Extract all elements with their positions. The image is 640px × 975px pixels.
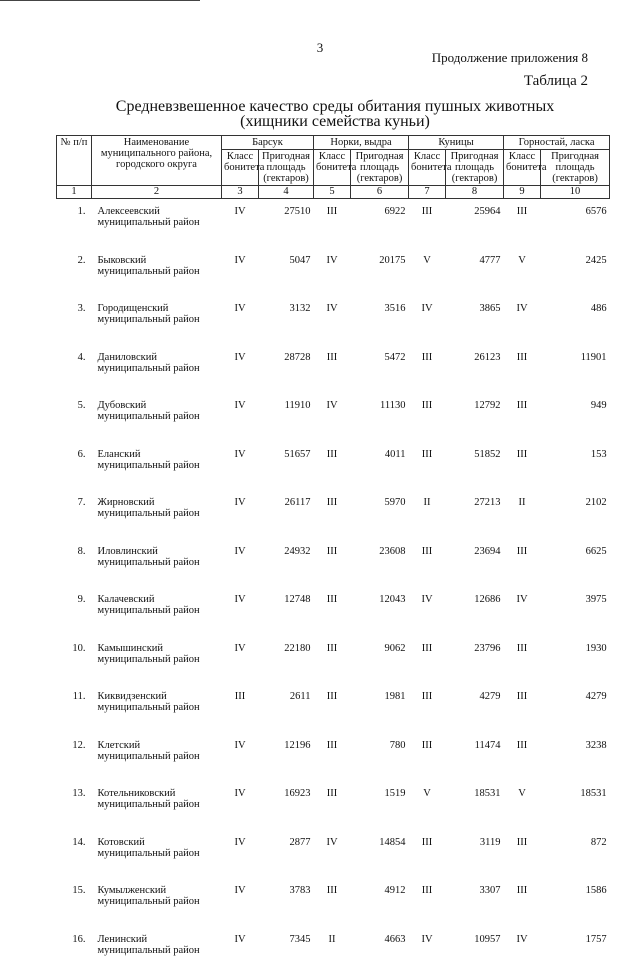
- stoat-weasel-area: 1757: [541, 927, 610, 975]
- marten-area: 3865: [446, 296, 504, 345]
- column-number: 9: [504, 186, 541, 199]
- stoat-weasel-area: 2425: [541, 248, 610, 297]
- badger-class: IV: [222, 199, 259, 248]
- table-row: [57, 199, 610, 248]
- row-number: 2.: [57, 248, 92, 297]
- marten-class: III: [409, 733, 446, 782]
- stoat-weasel-class: III: [504, 684, 541, 733]
- district-name: Быковский муниципальный район: [92, 248, 222, 297]
- badger-class: IV: [222, 781, 259, 830]
- table-row: [57, 733, 610, 782]
- district-name: Калачевский муниципальный район: [92, 587, 222, 636]
- mink-otter-area: 4663: [351, 927, 409, 975]
- stoat-weasel-area: 1586: [541, 878, 610, 927]
- badger-area: 3783: [259, 878, 314, 927]
- stoat-weasel-class: III: [504, 733, 541, 782]
- row-number: 9.: [57, 587, 92, 636]
- badger-area: 22180: [259, 636, 314, 685]
- badger-area: 2877: [259, 830, 314, 879]
- badger-area: 51657: [259, 442, 314, 491]
- table-row: [57, 927, 610, 975]
- row-number: 16.: [57, 927, 92, 975]
- mink-otter-area: 20175: [351, 248, 409, 297]
- mink-otter-area: 3516: [351, 296, 409, 345]
- district-name: Алексеевский муниципальный район: [92, 199, 222, 248]
- header-class: Класс бонитета: [409, 150, 446, 186]
- header-group-mink-otter: Норки, выдра: [314, 136, 409, 150]
- mink-otter-area: 11130: [351, 393, 409, 442]
- district-name: Городищенский муниципальный район: [92, 296, 222, 345]
- table-row: [57, 490, 610, 539]
- row-number: 13.: [57, 781, 92, 830]
- mink-otter-class: III: [314, 684, 351, 733]
- marten-class: IV: [409, 296, 446, 345]
- page-title: [40, 99, 630, 129]
- stoat-weasel-area: 949: [541, 393, 610, 442]
- header-class: Класс бонитета: [222, 150, 259, 186]
- marten-area: 18531: [446, 781, 504, 830]
- marten-area: 10957: [446, 927, 504, 975]
- badger-area: 5047: [259, 248, 314, 297]
- row-number: 5.: [57, 393, 92, 442]
- badger-class: IV: [222, 345, 259, 394]
- row-number: 4.: [57, 345, 92, 394]
- stoat-weasel-class: V: [504, 248, 541, 297]
- marten-area: 23796: [446, 636, 504, 685]
- row-number: 8.: [57, 539, 92, 588]
- stoat-weasel-class: II: [504, 490, 541, 539]
- stoat-weasel-class: III: [504, 539, 541, 588]
- stoat-weasel-area: 11901: [541, 345, 610, 394]
- stoat-weasel-class: IV: [504, 587, 541, 636]
- table-row: [57, 345, 610, 394]
- marten-class: III: [409, 830, 446, 879]
- header-class: Класс бонитета: [314, 150, 351, 186]
- top-rule: [0, 0, 200, 1]
- marten-class: III: [409, 684, 446, 733]
- stoat-weasel-class: IV: [504, 296, 541, 345]
- marten-area: 4279: [446, 684, 504, 733]
- table-row: [57, 684, 610, 733]
- badger-area: 7345: [259, 927, 314, 975]
- mink-otter-area: 9062: [351, 636, 409, 685]
- mink-otter-area: 6922: [351, 199, 409, 248]
- district-name: Жирновский муниципальный район: [92, 490, 222, 539]
- column-number: 8: [446, 186, 504, 199]
- stoat-weasel-area: 3975: [541, 587, 610, 636]
- table-row: [57, 393, 610, 442]
- table-label: Таблица 2: [524, 73, 588, 90]
- table-row: [57, 587, 610, 636]
- mink-otter-area: 12043: [351, 587, 409, 636]
- marten-class: IV: [409, 927, 446, 975]
- badger-class: IV: [222, 248, 259, 297]
- mink-otter-class: III: [314, 636, 351, 685]
- marten-area: 4777: [446, 248, 504, 297]
- marten-area: 51852: [446, 442, 504, 491]
- district-name: Клетский муниципальный район: [92, 733, 222, 782]
- table-row: [57, 830, 610, 879]
- column-number: 6: [351, 186, 409, 199]
- district-name: Даниловский муниципальный район: [92, 345, 222, 394]
- title-line-2: (хищники семейства куньи): [40, 114, 630, 129]
- row-number: 7.: [57, 490, 92, 539]
- district-name: Камышинский муниципальный район: [92, 636, 222, 685]
- stoat-weasel-area: 6576: [541, 199, 610, 248]
- badger-class: IV: [222, 296, 259, 345]
- marten-class: III: [409, 442, 446, 491]
- badger-area: 24932: [259, 539, 314, 588]
- marten-class: V: [409, 248, 446, 297]
- row-number: 15.: [57, 878, 92, 927]
- stoat-weasel-area: 486: [541, 296, 610, 345]
- header-group-stoat-weasel: Горностай, ласка: [504, 136, 610, 150]
- mink-otter-class: III: [314, 442, 351, 491]
- marten-class: III: [409, 878, 446, 927]
- table-body: [57, 199, 610, 975]
- header-num: № п/п: [57, 136, 92, 186]
- district-name: Котельниковский муниципальный район: [92, 781, 222, 830]
- marten-area: 25964: [446, 199, 504, 248]
- stoat-weasel-class: III: [504, 393, 541, 442]
- mink-otter-area: 1519: [351, 781, 409, 830]
- mink-otter-class: III: [314, 490, 351, 539]
- stoat-weasel-area: 872: [541, 830, 610, 879]
- table-row: [57, 296, 610, 345]
- badger-area: 11910: [259, 393, 314, 442]
- mink-otter-class: III: [314, 587, 351, 636]
- row-number: 12.: [57, 733, 92, 782]
- badger-class: IV: [222, 636, 259, 685]
- marten-area: 26123: [446, 345, 504, 394]
- mink-otter-class: II: [314, 927, 351, 975]
- stoat-weasel-area: 153: [541, 442, 610, 491]
- page-number: 3: [0, 40, 640, 56]
- marten-class: III: [409, 393, 446, 442]
- table-row: [57, 539, 610, 588]
- badger-area: 12748: [259, 587, 314, 636]
- badger-area: 3132: [259, 296, 314, 345]
- marten-area: 27213: [446, 490, 504, 539]
- mink-otter-area: 780: [351, 733, 409, 782]
- header-area: Пригодная площадь (гектаров): [541, 150, 610, 186]
- title-line-1: Средневзвешенное качество среды обитания пушных животных: [40, 99, 630, 114]
- row-number: 10.: [57, 636, 92, 685]
- mink-otter-class: III: [314, 733, 351, 782]
- marten-class: III: [409, 539, 446, 588]
- column-number: 2: [92, 186, 222, 199]
- district-name: Еланский муниципальный район: [92, 442, 222, 491]
- mink-otter-area: 5472: [351, 345, 409, 394]
- mink-otter-area: 4912: [351, 878, 409, 927]
- header-area: Пригодная площадь (гектаров): [351, 150, 409, 186]
- column-number: 7: [409, 186, 446, 199]
- marten-class: II: [409, 490, 446, 539]
- header-group-badger: Барсук: [222, 136, 314, 150]
- stoat-weasel-class: V: [504, 781, 541, 830]
- mink-otter-area: 23608: [351, 539, 409, 588]
- badger-area: 27510: [259, 199, 314, 248]
- marten-class: IV: [409, 587, 446, 636]
- mink-otter-class: III: [314, 781, 351, 830]
- stoat-weasel-class: III: [504, 878, 541, 927]
- header-area: Пригодная площадь (гектаров): [446, 150, 504, 186]
- column-number: 5: [314, 186, 351, 199]
- habitat-quality-table: [56, 135, 610, 975]
- mink-otter-class: IV: [314, 830, 351, 879]
- mink-otter-class: III: [314, 199, 351, 248]
- badger-area: 26117: [259, 490, 314, 539]
- stoat-weasel-class: III: [504, 199, 541, 248]
- appendix-continuation: Продолжение приложения 8: [432, 50, 588, 66]
- badger-area: 2611: [259, 684, 314, 733]
- mink-otter-area: 1981: [351, 684, 409, 733]
- badger-area: 28728: [259, 345, 314, 394]
- marten-class: III: [409, 636, 446, 685]
- marten-area: 3307: [446, 878, 504, 927]
- table-row: [57, 248, 610, 297]
- mink-otter-class: IV: [314, 248, 351, 297]
- mink-otter-class: III: [314, 878, 351, 927]
- stoat-weasel-area: 3238: [541, 733, 610, 782]
- header-class: Класс бонитета: [504, 150, 541, 186]
- badger-class: III: [222, 684, 259, 733]
- district-name: Ленинский муниципальный район: [92, 927, 222, 975]
- mink-otter-class: III: [314, 539, 351, 588]
- table-row: [57, 781, 610, 830]
- badger-class: IV: [222, 927, 259, 975]
- marten-area: 12792: [446, 393, 504, 442]
- column-number: 1: [57, 186, 92, 199]
- header-group-marten: Куницы: [409, 136, 504, 150]
- stoat-weasel-area: 6625: [541, 539, 610, 588]
- mink-otter-area: 14854: [351, 830, 409, 879]
- table-row: [57, 442, 610, 491]
- badger-class: IV: [222, 830, 259, 879]
- stoat-weasel-class: III: [504, 345, 541, 394]
- marten-class: III: [409, 199, 446, 248]
- district-name: Иловлинский муниципальный район: [92, 539, 222, 588]
- marten-class: III: [409, 345, 446, 394]
- column-number: 4: [259, 186, 314, 199]
- stoat-weasel-area: 1930: [541, 636, 610, 685]
- district-name: Киквидзенский муниципальный район: [92, 684, 222, 733]
- stoat-weasel-class: III: [504, 442, 541, 491]
- marten-class: V: [409, 781, 446, 830]
- badger-area: 12196: [259, 733, 314, 782]
- badger-class: IV: [222, 587, 259, 636]
- district-name: Кумылженский муниципальный район: [92, 878, 222, 927]
- header-area: Пригодная площадь (гектаров): [259, 150, 314, 186]
- table-row: [57, 636, 610, 685]
- stoat-weasel-class: IV: [504, 927, 541, 975]
- stoat-weasel-class: III: [504, 830, 541, 879]
- marten-area: 23694: [446, 539, 504, 588]
- stoat-weasel-area: 18531: [541, 781, 610, 830]
- badger-class: IV: [222, 442, 259, 491]
- marten-area: 12686: [446, 587, 504, 636]
- row-number: 1.: [57, 199, 92, 248]
- badger-class: IV: [222, 539, 259, 588]
- badger-area: 16923: [259, 781, 314, 830]
- table-row: [57, 878, 610, 927]
- marten-area: 3119: [446, 830, 504, 879]
- mink-otter-class: IV: [314, 393, 351, 442]
- district-name: Дубовский муниципальный район: [92, 393, 222, 442]
- column-number: 10: [541, 186, 610, 199]
- badger-class: IV: [222, 733, 259, 782]
- marten-area: 11474: [446, 733, 504, 782]
- row-number: 6.: [57, 442, 92, 491]
- stoat-weasel-area: 4279: [541, 684, 610, 733]
- header-name: Наименование муниципального района, городского округа: [92, 136, 222, 186]
- badger-class: IV: [222, 490, 259, 539]
- mink-otter-area: 4011: [351, 442, 409, 491]
- row-number: 11.: [57, 684, 92, 733]
- mink-otter-area: 5970: [351, 490, 409, 539]
- stoat-weasel-area: 2102: [541, 490, 610, 539]
- column-number: 3: [222, 186, 259, 199]
- badger-class: IV: [222, 878, 259, 927]
- row-number: 3.: [57, 296, 92, 345]
- mink-otter-class: IV: [314, 296, 351, 345]
- row-number: 14.: [57, 830, 92, 879]
- district-name: Котовский муниципальный район: [92, 830, 222, 879]
- stoat-weasel-class: III: [504, 636, 541, 685]
- badger-class: IV: [222, 393, 259, 442]
- mink-otter-class: III: [314, 345, 351, 394]
